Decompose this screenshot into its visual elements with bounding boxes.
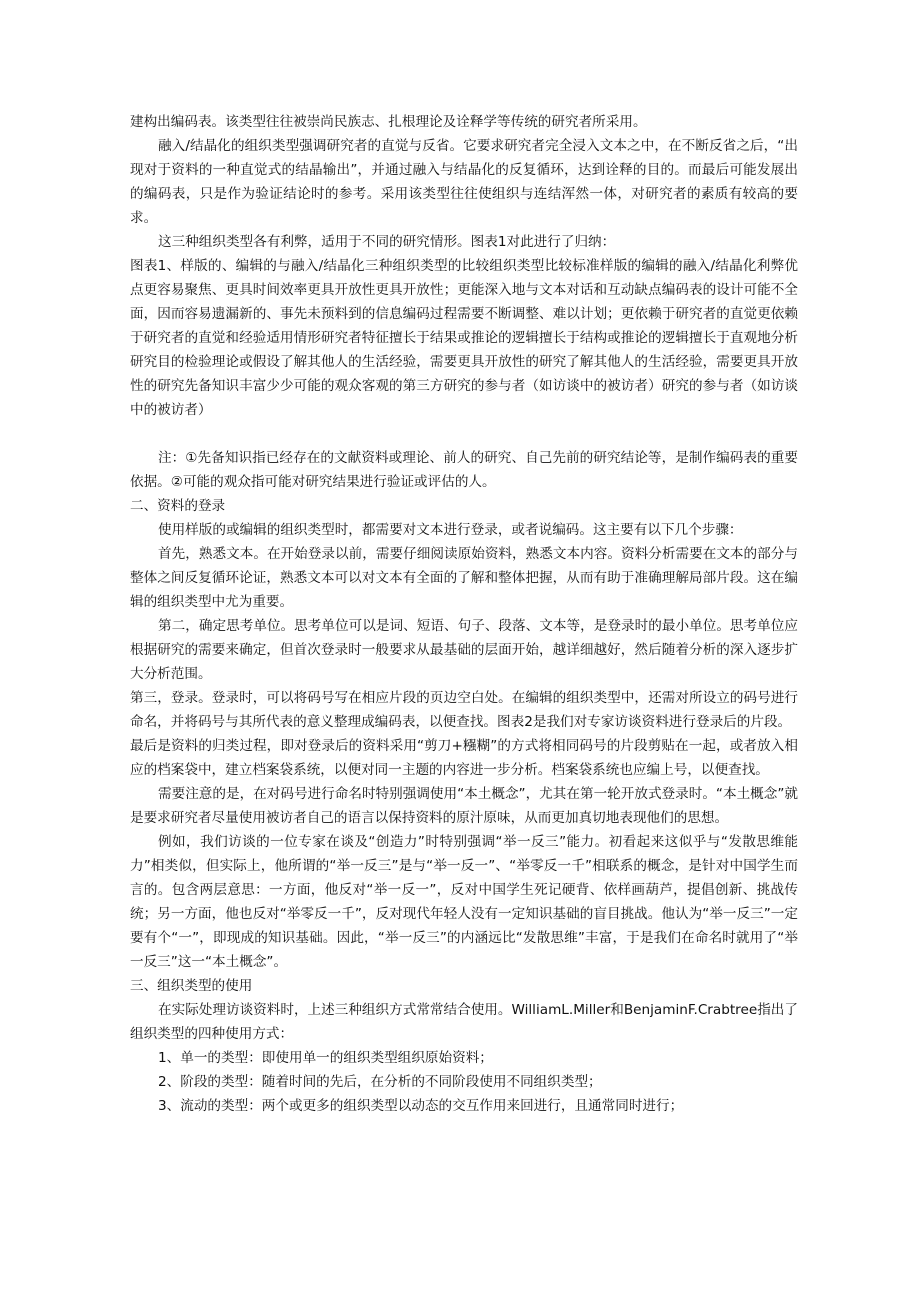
paragraph: 第二，确定思考单位。思考单位可以是词、短语、句子、段落、文本等，是登录时的最小单位。思考单位应根据研究的需要来确定，但首次登录时一般要求从最基础的层面开始，越详细越好，然后随着分析的深入逐步扩大分析范围。 bbox=[130, 618, 798, 682]
paragraph: 最后是资料的归类过程，即对登录后的资料采用“剪刀+糨糊”的方式将相同码号的片段剪贴在一起，或者放入相应的档案袋中，建立档案袋系统，以便对同一主题的内容进一步分析。档案袋系统也应编上号，以便查找。 bbox=[130, 738, 798, 778]
blank-line bbox=[130, 422, 798, 446]
paragraph: 在实际处理访谈资料时，上述三种组织方式常常结合使用。WilliamL.Miller和BenjaminF.Crabtree指出了组织类型的四种使用方式： bbox=[130, 1002, 798, 1042]
note-paragraph: 注：①先备知识指已经存在的文献资料或理论、前人的研究、自己先前的研究结论等，是制作编码表的重要依据。②可能的观众指可能对研究结果进行验证或评估的人。 bbox=[130, 450, 798, 490]
paragraph: 第三，登录。登录时，可以将码号写在相应片段的页边空白处。在编辑的组织类型中，还需对所设立的码号进行命名，并将码号与其所代表的意义整理成编码表，以便查找。图表2是我们对专家访谈资料进行登录后的片段。 bbox=[130, 690, 798, 730]
list-item: 2、阶段的类型：随着时间的先后，在分析的不同阶段使用不同组织类型； bbox=[158, 1074, 602, 1090]
section-heading-2: 二、资料的登录 bbox=[130, 498, 226, 514]
list-item: 3、流动的类型：两个或更多的组织类型以动态的交互作用来回进行，且通常同时进行； bbox=[158, 1098, 684, 1114]
list-item: 1、单一的类型：即使用单一的组织类型组织原始资料； bbox=[158, 1050, 493, 1066]
paragraph: 首先，熟悉文本。在开始登录以前，需要仔细阅读原始资料，熟悉文本内容。资料分析需要在文本的部分与整体之间反复循环论证，熟悉文本可以对文本有全面的了解和整体把握，从而有助于准确理解局部片段。这在编辑的组织类型中尤为重要。 bbox=[130, 546, 798, 610]
paragraph: 这三种组织类型各有利弊，适用于不同的研究情形。图表1对此进行了归纳： bbox=[158, 234, 616, 250]
paragraph: 使用样版的或编辑的组织类型时，都需要对文本进行登录，或者说编码。这主要有以下几个步骤： bbox=[158, 522, 743, 538]
paragraph: 建构出编码表。该类型往往被崇尚民族志、扎根理论及诠释学等传统的研究者所采用。 bbox=[130, 114, 647, 130]
figure-1-flattened-table-text: 图表1、样版的、编辑的与融入/结晶化三种组织类型的比较组织类型比较标准样版的编辑的融入/结晶化利弊优点更容易聚焦、更具时间效率更具开放性更具开放性；更能深入地与文本对话和互动缺点编码表的设计可能不全面，因而容易遗漏新的、事先未预料到的信息编码过程需要不断调整、难以计划；更依赖于研究者的直觉更依赖于研究者的直觉和经验适用情形研究者特征擅长于结果或推论的逻辑擅长于结构或推论的逻辑擅长于直观地分析研究目的检验理论或假设了解其他人的生活经验，需要更具开放性的研究了解其他人的生活经验，需要更具开放性的研究先备知识丰富少少可能的观众客观的第三方研究的参与者（如访谈中的被访者）研究的参与者（如访谈中的被访者） bbox=[130, 258, 798, 418]
paragraph: 例如，我们访谈的一位专家在谈及“创造力”时特别强调“举一反三”能力。初看起来这似乎与“发散思维能力”相类似，但实际上，他所谓的“举一反三”是与“举一反一”、“举零反一千”相联系的概念，是针对中国学生而言的。包含两层意思：一方面，他反对“举一反一”，反对中国学生死记硬背、依样画葫芦，提倡创新、挑战传统；另一方面，他也反对“举零反一千”，反对现代年轻人没有一定知识基础的盲目挑战。他认为“举一反三”一定要有个“一”，即现成的知识基础。因此，“举一反三”的内涵远比“发散思维”丰富，于是我们在命名时就用了“举一反三”这一“本土概念”。 bbox=[130, 834, 798, 970]
paragraph: 需要注意的是，在对码号进行命名时特别强调使用“本土概念”，尤其在第一轮开放式登录时。“本土概念”就是要求研究者尽量使用被访者自己的语言以保持资料的原汁原味，从而更加真切地表现他们的思想。 bbox=[130, 786, 798, 826]
paragraph: 融入/结晶化的组织类型强调研究者的直觉与反省。它要求研究者完全浸入文本之中，在不断反省之后，“出现对于资料的一种直觉式的结晶输出”，并通过融入与结晶化的反复循环，达到诠释的目的。而最后可能发展出的编码表，只是作为验证结论时的参考。采用该类型往往使组织与连结浑然一体，对研究者的素质有较高的要求。 bbox=[130, 138, 798, 226]
document-body bbox=[130, 110, 798, 1118]
section-heading-3: 三、组织类型的使用 bbox=[130, 978, 253, 994]
